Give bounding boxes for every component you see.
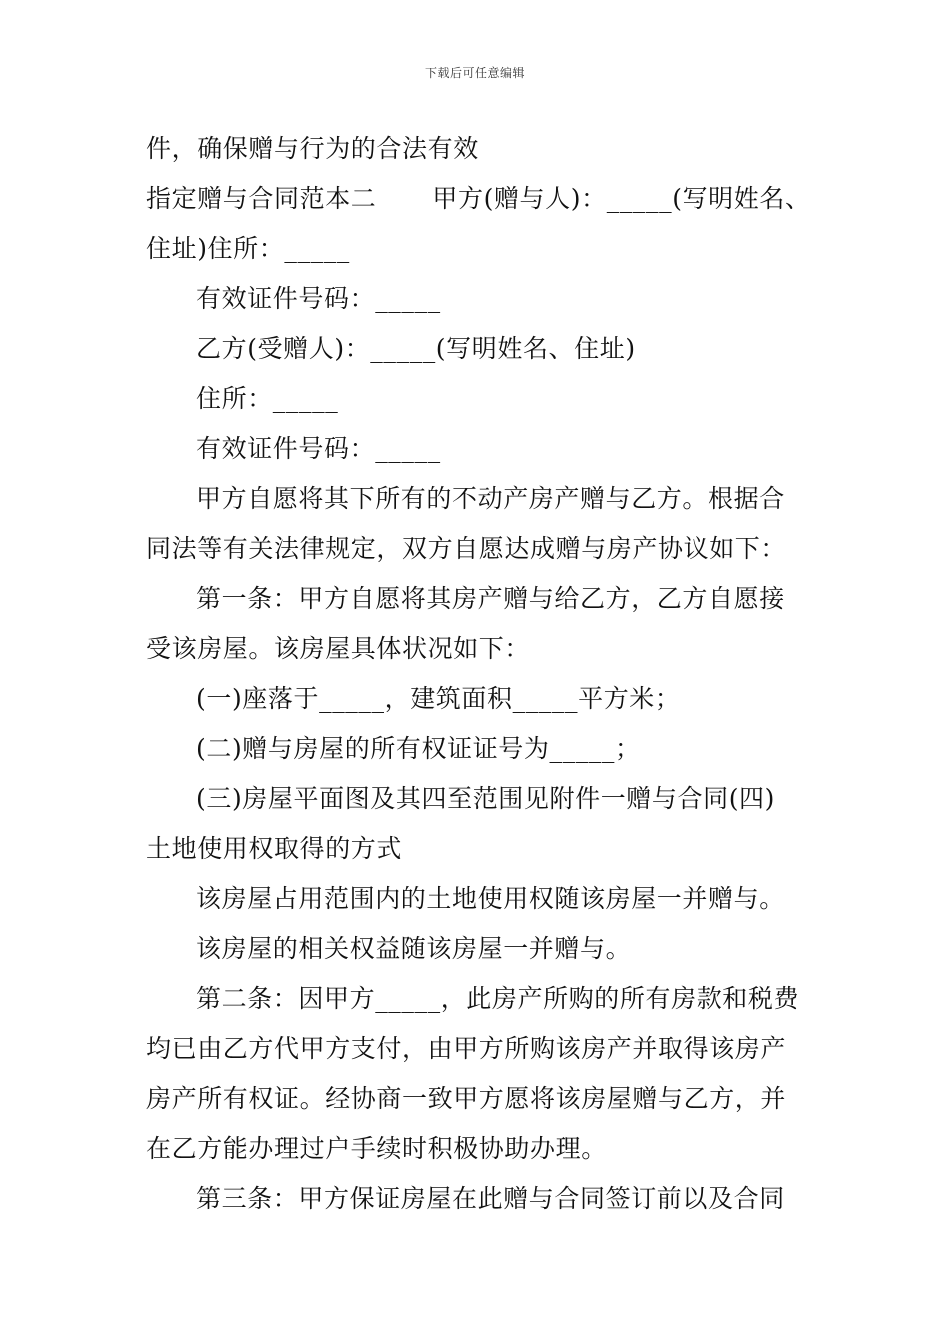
text-line: 受该房屋。该房屋具体状况如下： bbox=[146, 634, 531, 663]
page-header: 下载后可任意编辑 bbox=[424, 66, 525, 80]
party-a-label: 甲方(赠与人)：_____(写明姓名、 bbox=[432, 184, 811, 213]
text-line: 住所：_____ bbox=[196, 384, 339, 413]
text-line: 同法等有关法律规定，双方自愿达成赠与房产协议如下： bbox=[146, 534, 787, 563]
text-line: (一)座落于_____，建筑面积_____平方米； bbox=[196, 684, 681, 713]
text-line: 有效证件号码：_____ bbox=[196, 284, 441, 313]
text-line: 甲方自愿将其下所有的不动产房产赠与乙方。根据合 bbox=[196, 484, 785, 513]
text-line: 住址)住所：_____ bbox=[146, 234, 350, 263]
text-line: 第一条：甲方自愿将其房产赠与给乙方，乙方自愿接 bbox=[196, 584, 785, 613]
text-line: (二)赠与房屋的所有权证证号为_____； bbox=[196, 734, 641, 763]
text-line: 土地使用权取得的方式 bbox=[146, 834, 403, 863]
text-line: 房产所有权证。经协商一致甲方愿将该房屋赠与乙方，并 bbox=[146, 1084, 787, 1113]
contract-title: 指定赠与合同范本二 bbox=[146, 184, 377, 213]
text-line: 该房屋的相关权益随该房屋一并赠与。 bbox=[196, 934, 632, 963]
text-line: 第三条：甲方保证房屋在此赠与合同签订前以及合同 bbox=[196, 1184, 785, 1213]
text-line: 件，确保赠与行为的合法有效 bbox=[146, 134, 479, 163]
text-line: 乙方(受赠人)：_____(写明姓名、住址) bbox=[196, 334, 636, 363]
text-line: 有效证件号码：_____ bbox=[196, 434, 441, 463]
text-line bbox=[146, 184, 826, 214]
text-line: 在乙方能办理过户手续时积极协助办理。 bbox=[146, 1134, 607, 1163]
text-line: 均已由乙方代甲方支付，由甲方所购该房产并取得该房产 bbox=[146, 1034, 787, 1063]
text-line: 该房屋占用范围内的土地使用权随该房屋一并赠与。 bbox=[196, 884, 785, 913]
text-line: 第二条：因甲方_____，此房产所购的所有房款和税费 bbox=[196, 984, 800, 1013]
text-line: (三)房屋平面图及其四至范围见附件一赠与合同(四) bbox=[196, 784, 776, 813]
